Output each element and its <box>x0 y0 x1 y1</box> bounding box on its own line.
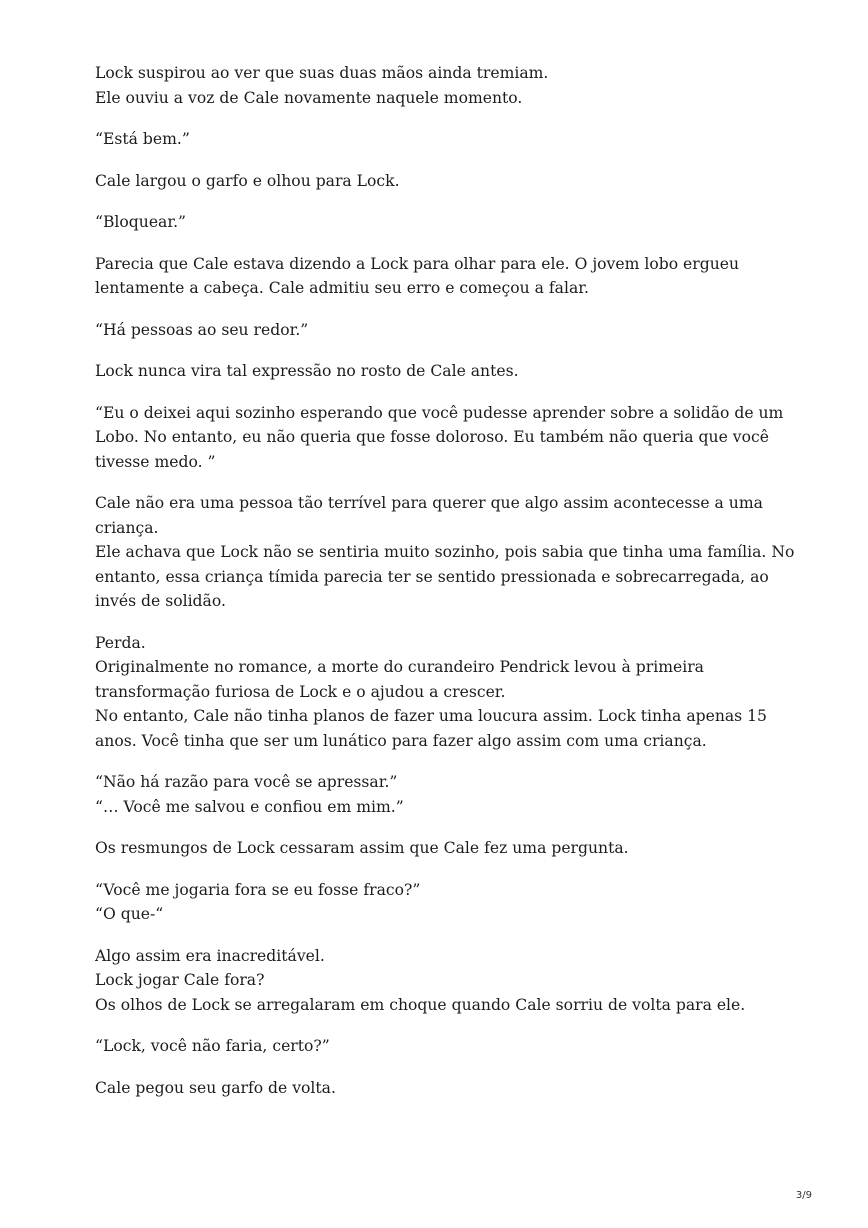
text-line: entanto, essa criança tímida parecia ter se sentido pressionada e sobrecarregada, ao <box>95 567 769 586</box>
text-line: Algo assim era inacreditável. <box>95 946 325 965</box>
text-line: “O que-“ <box>95 905 164 923</box>
text-line: “Você me jogaria fora se eu fosse fraco?” <box>95 880 421 899</box>
text-line: lentamente a cabeça. Cale admitiu seu erro e começou a falar. <box>95 279 589 297</box>
text-line: “Há pessoas ao seu redor.” <box>95 320 309 339</box>
paragraph <box>95 836 785 861</box>
text-line: “Está bem.” <box>95 130 190 148</box>
paragraph <box>95 359 785 384</box>
paragraph <box>95 1034 785 1059</box>
text-line: Perda. <box>95 633 146 652</box>
paragraph <box>95 770 785 819</box>
text-line: criança. <box>95 518 159 537</box>
paragraph <box>95 631 785 754</box>
paragraph <box>95 401 785 475</box>
document-body <box>95 61 795 1117</box>
text-line: Ele achava que Lock não se sentiria muito sozinho, pois sabia que tinha uma família. No <box>95 543 795 561</box>
text-line: Parecia que Cale estava dizendo a Lock para olhar para ele. O jovem lobo ergueu <box>95 254 740 273</box>
text-line: No entanto, Cale não tinha planos de fazer uma loucura assim. Lock tinha apenas 15 <box>95 707 767 725</box>
paragraph <box>95 491 795 614</box>
text-line: Lock jogar Cale fora? <box>95 971 265 989</box>
text-line: anos. Você tinha que ser um lunático para fazer algo assim com uma criança. <box>95 731 707 750</box>
text-line: Cale largou o garfo e olhou para Lock. <box>95 171 400 190</box>
text-line: Lock suspirou ao ver que suas duas mãos ainda tremiam. <box>95 64 549 82</box>
text-line: “Bloquear.” <box>95 213 187 231</box>
text-line: Os resmungos de Lock cessaram assim que Cale fez uma pergunta. <box>95 839 629 857</box>
text-line: Lobo. No entanto, eu não queria que fosse doloroso. Eu também não queria que você <box>95 428 769 446</box>
text-line: Ele ouviu a voz de Cale novamente naquele momento. <box>95 88 523 107</box>
text-line: Cale não era uma pessoa tão terrível para querer que algo assim acontecesse a uma <box>95 494 763 512</box>
paragraph <box>95 1076 785 1101</box>
text-line: Cale pegou seu garfo de volta. <box>95 1078 336 1097</box>
text-line: Originalmente no romance, a morte do curandeiro Pendrick levou à primeira <box>95 658 704 676</box>
paragraph <box>95 252 785 301</box>
text-line: invés de solidão. <box>95 592 226 610</box>
paragraph <box>95 61 785 110</box>
paragraph <box>95 318 785 343</box>
paragraph <box>95 169 785 194</box>
text-line: transformação furiosa de Lock e o ajudou a crescer. <box>95 682 506 701</box>
text-line: “Lock, você não faria, certo?” <box>95 1037 330 1055</box>
paragraph <box>95 878 785 927</box>
page-number: 3/9 <box>795 1190 812 1201</box>
text-line: Os olhos de Lock se arregalaram em choque quando Cale sorriu de volta para ele. <box>95 995 746 1014</box>
text-line: “… Você me salvou e confiou em mim.” <box>95 797 404 816</box>
text-line: tivesse medo. ” <box>95 452 216 471</box>
paragraph <box>95 944 785 1018</box>
paragraph <box>95 210 785 235</box>
text-line: Lock nunca vira tal expressão no rosto de Cale antes. <box>95 362 519 380</box>
text-line: “Não há razão para você se apressar.” <box>95 773 398 791</box>
paragraph <box>95 127 785 152</box>
text-line: “Eu o deixei aqui sozinho esperando que você pudesse aprender sobre a solidão de um <box>95 403 784 422</box>
